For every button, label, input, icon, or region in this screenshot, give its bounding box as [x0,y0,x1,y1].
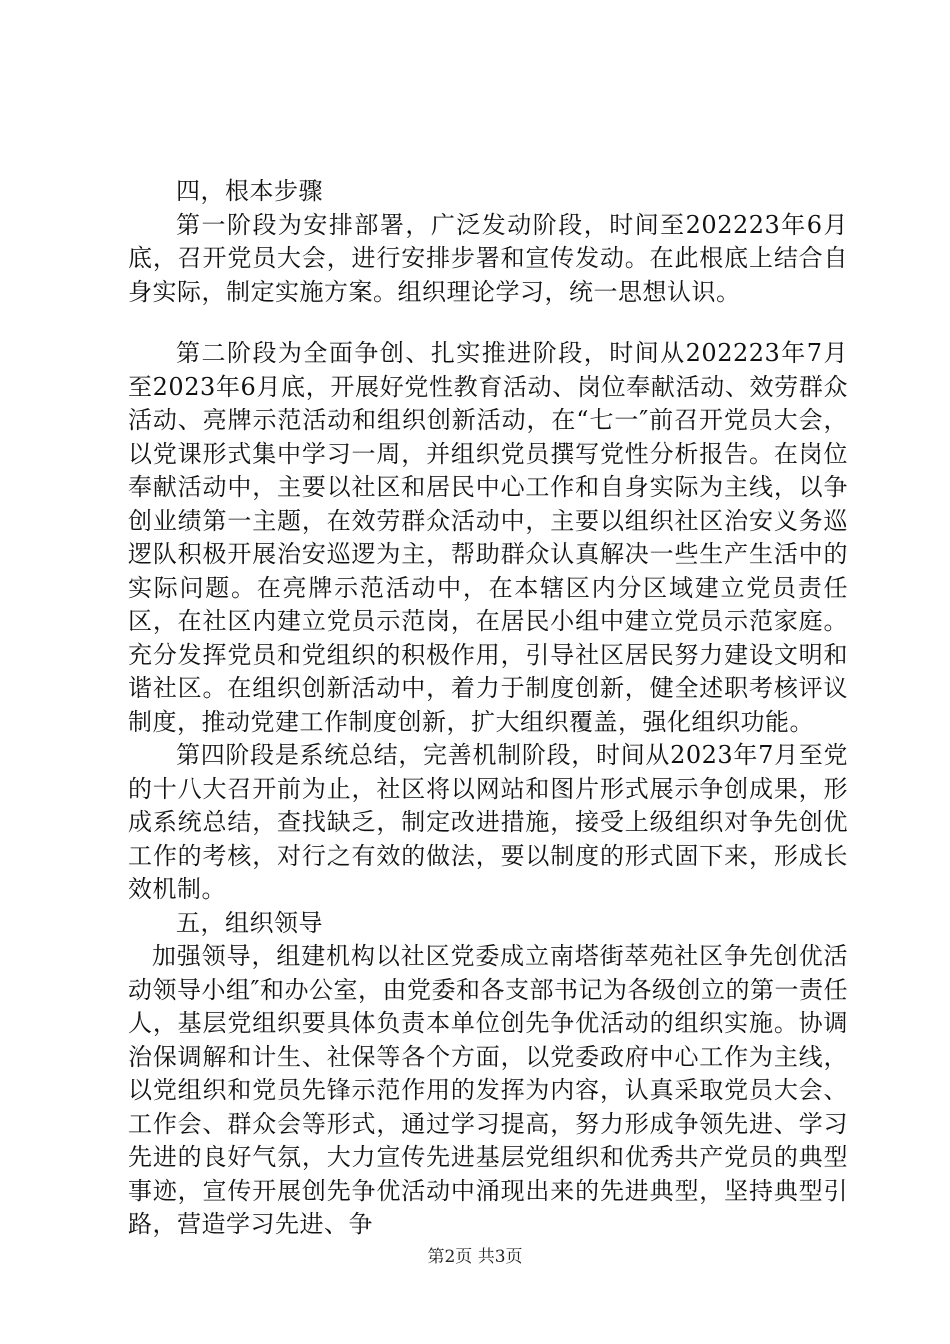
section-heading-leadership: 五，组织领导 [176,908,323,937]
page-footer: 第2页 共3页 [427,1247,523,1267]
paragraph-phase-four: 第四阶段是系统总结，完善机制阶段，时间从2023年7月至党的十八大召开前为止，社区将以网站和图片形式展示争创成果，形成系统总结，查找缺乏，制定改进措施，接受上级组织对争先创优工作的考核，对行之有效的做法，要以制度的形式固下来，形成长效机制。 [128,741,848,903]
section-heading-steps: 四，根本步骤 [176,177,323,205]
paragraph-leadership: 加强领导，组建机构以社区党委成立南塔街萃苑社区争先创优活动领导小组″和办公室，由党委和各支部书记为各级创立的第一责任人，基层党组织要具体负责本单位创先争优活动的组织实施。协调治保调解和计生、社保等各个方面，以党委政府中心工作为主线，以党组织和党员先锋示范作用的发挥为内容，认真采取党员大会、工作会、群众会等形式，通过学习提高，努力形成争领先进、学习先进的良好气氛，大力宣传先进基层党组织和优秀共产党员的典型事迹，宣传开展创先争优活动中涌现出来的先进典型，坚持典型引路，营造学习先进、争 [128,942,848,1238]
paragraph-phase-two: 第二阶段为全面争创、扎实推进阶段，时间从202223年7月至2023年6月底，开展好党性教育活动、岗位奉献活动、效劳群众活动、亮牌示范活动和组织创新活动，在“七一″前召开党员大会，以党课形式集中学习一周，并组织党员撰写党性分析报告。在岗位奉献活动中，主要以社区和居民中心工作和自身实际为主线，以争创业绩第一主题，在效劳群众活动中，主要以组织社区治安义务巡逻队积极开展治安巡逻为主，帮助群众认真解决一些生产生活中的实际问题。在亮牌示范活动中，在本辖区内分区域建立党员责任区，在社区内建立党员示范岗，在居民小组中建立党员示范家庭。充分发挥党员和党组织的积极作用，引导社区居民努力建设文明和谐社区。在组织创新活动中，着力于制度创新，健全述职考核评议制度，推动党建工作制度创新，扩大组织覆盖，强化组织功能。 [128,339,848,736]
document-body [128,175,848,1242]
paragraph-phase-one: 第一阶段为安排部署，广泛发动阶段，时间至202223年6月底，召开党员大会，进行安排步署和宣传发动。在此根底上结合自身实际，制定实施方案。组织理论学习，统一思想认识。 [128,210,848,306]
